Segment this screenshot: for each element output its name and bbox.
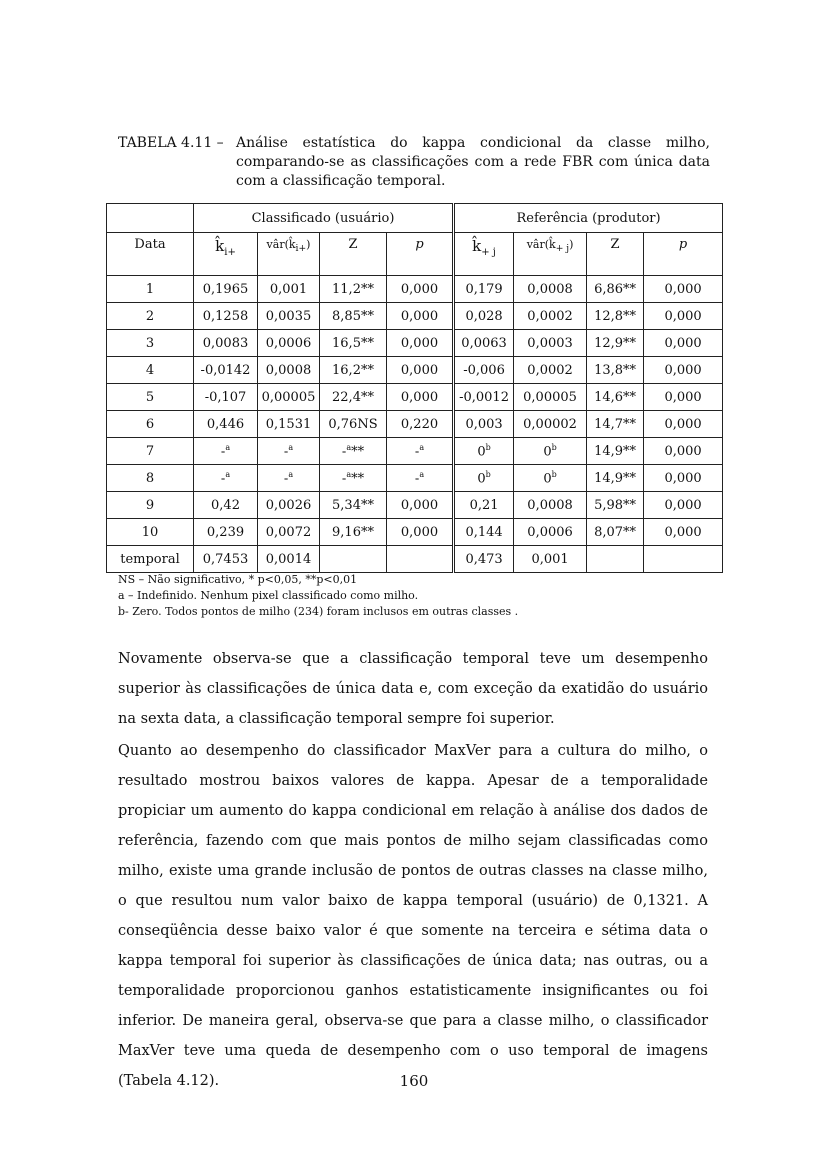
table-cell: 0,000 <box>644 519 723 546</box>
table-row <box>107 411 723 438</box>
table-cell: 14,9** <box>587 438 644 465</box>
table-cell: 0,1965 <box>194 276 258 303</box>
header-var-user: $vâr(k̂_{i+})$ <box>258 233 320 276</box>
table-cell: 0,0026 <box>258 492 320 519</box>
table-cell: 12,9** <box>587 330 644 357</box>
table-cell: 0,0035 <box>258 303 320 330</box>
table-cell: 0,239 <box>194 519 258 546</box>
table-cell: 0,0003 <box>514 330 587 357</box>
table-cell: -0,0012 <box>454 384 514 411</box>
table-cell: 0,220 <box>387 411 454 438</box>
table-row <box>107 384 723 411</box>
table-cell: 12,8** <box>587 303 644 330</box>
table-cell <box>644 546 723 573</box>
header-group-user: Classificado (usuário) <box>194 204 454 233</box>
table-cell: -$^a$ <box>194 465 258 492</box>
table-cell: 0,003 <box>454 411 514 438</box>
table-cell: 0,000 <box>387 357 454 384</box>
table-cell: 0,00005 <box>514 384 587 411</box>
table-cell <box>387 546 454 573</box>
table-cell: 1 <box>107 276 194 303</box>
table-row <box>107 546 723 573</box>
table-cell: 11,2** <box>320 276 387 303</box>
table-cell: 0,0072 <box>258 519 320 546</box>
table-cell: 0,001 <box>514 546 587 573</box>
paragraph-1: Novamente observa-se que a classificação temporal teve um desempenho superior às classificações de única data e, com exceção da exatidão do usuário na sexta data, a classificação temporal sempre foi superior. <box>118 651 708 727</box>
table-row <box>107 519 723 546</box>
table-cell: 0,000 <box>644 303 723 330</box>
table-row <box>107 303 723 330</box>
table-cell: 0,76NS <box>320 411 387 438</box>
table-cell: -$^a$ <box>194 438 258 465</box>
table-cell: 0,179 <box>454 276 514 303</box>
table-cell: 0,028 <box>454 303 514 330</box>
table-cell: 0,0008 <box>258 357 320 384</box>
table-cell: 0$^b$ <box>514 465 587 492</box>
table-cell: 22,4** <box>320 384 387 411</box>
table-cell: 0,0083 <box>194 330 258 357</box>
table-cell: 9,16** <box>320 519 387 546</box>
header-data: Data <box>107 233 194 276</box>
table-cell: 16,2** <box>320 357 387 384</box>
header-z-ref: Z <box>587 233 644 276</box>
table-row <box>107 330 723 357</box>
table-cell: 0$^b$ <box>454 465 514 492</box>
table-cell: 14,7** <box>587 411 644 438</box>
table-cell: 0,144 <box>454 519 514 546</box>
table-cell: 0,000 <box>644 330 723 357</box>
table-cell: 0,1531 <box>258 411 320 438</box>
table-cell: 0,000 <box>644 384 723 411</box>
table-body <box>107 276 723 573</box>
table-cell: 16,5** <box>320 330 387 357</box>
table-cell: 5 <box>107 384 194 411</box>
table-cell: 0,000 <box>387 276 454 303</box>
table-cell: 0,000 <box>387 303 454 330</box>
table-cell: 2 <box>107 303 194 330</box>
table-cell: -0,006 <box>454 357 514 384</box>
table-cell: 0,0002 <box>514 357 587 384</box>
table-cell: 0,42 <box>194 492 258 519</box>
table-cell: 6,86** <box>587 276 644 303</box>
table-cell: 5,34** <box>320 492 387 519</box>
table-cell: 0,000 <box>387 330 454 357</box>
table-cell: 0,0014 <box>258 546 320 573</box>
page-number: 160 <box>399 1072 429 1090</box>
table-cell: 0,000 <box>644 411 723 438</box>
header-k-user: $k̂_{i+}$ <box>194 233 258 276</box>
table-cell: -0,0142 <box>194 357 258 384</box>
header-k-ref: $k̂_{+ j}$ <box>454 233 514 276</box>
table-caption <box>118 134 710 191</box>
table-cell: 0,1258 <box>194 303 258 330</box>
table-row <box>107 492 723 519</box>
table-cell: -0,107 <box>194 384 258 411</box>
table-cell: 0,00005 <box>258 384 320 411</box>
table-cell: -$^a$** <box>320 438 387 465</box>
table-cell: 0,00002 <box>514 411 587 438</box>
table-row <box>107 465 723 492</box>
table-cell: 10 <box>107 519 194 546</box>
header-p-ref: p <box>644 233 723 276</box>
table-cell: 4 <box>107 357 194 384</box>
table-cell: 13,8** <box>587 357 644 384</box>
table-cell: 3 <box>107 330 194 357</box>
table-cell: 8,07** <box>587 519 644 546</box>
paragraph-2: Quanto ao desempenho do classificador MaxVer para a cultura do milho, o resultado mostrou baixos valores de kappa. Apesar de a temporalidade propiciar um aumento do kappa condicional em relação à análise dos dados de referência, fazendo com que mais pontos de milho sejam classificadas como milho, existe uma grande inclusão de pontos de outras classes na classe milho, o que resultou num valor baixo de kappa temporal (usuário) de 0,1321. A conseqüência desse baixo valor é que somente na terceira e sétima data o kappa temporal foi superior às classificações de única data; nas outras, ou a temporalidade proporcionou ganhos estatisticamente insignificantes ou foi inferior. De maneira geral, observa-se que para a classe milho, o classificador MaxVer teve uma queda de desempenho com o uso temporal de imagens (Tabela 4.12). <box>118 743 708 1089</box>
table-cell: 0,0008 <box>514 276 587 303</box>
table-cell: -$^a$ <box>387 465 454 492</box>
table-cell: 0,000 <box>387 384 454 411</box>
table-cell: 14,6** <box>587 384 644 411</box>
table-cell: -$^a$ <box>387 438 454 465</box>
kappa-table <box>106 203 723 573</box>
table-cell: 14,9** <box>587 465 644 492</box>
table-cell: 0,001 <box>258 276 320 303</box>
table-caption-label: TABELA 4.11 – <box>118 135 224 151</box>
table-cell: 0,446 <box>194 411 258 438</box>
header-z-user: Z <box>320 233 387 276</box>
table-header-group-row <box>107 204 723 233</box>
table-cell: 0,000 <box>644 357 723 384</box>
table-header-col-row <box>107 233 723 276</box>
table-cell: -$^a$** <box>320 465 387 492</box>
table-cell: 0,000 <box>387 492 454 519</box>
table-cell: -$^a$ <box>258 438 320 465</box>
table-cell: 0,0006 <box>258 330 320 357</box>
table-cell: 7 <box>107 438 194 465</box>
table-cell: 0,0006 <box>514 519 587 546</box>
table-cell: 0,7453 <box>194 546 258 573</box>
table-cell: 6 <box>107 411 194 438</box>
table-cell: 0,0063 <box>454 330 514 357</box>
table-cell: 0$^b$ <box>514 438 587 465</box>
table-cell <box>320 546 387 573</box>
table-cell: 0,000 <box>644 276 723 303</box>
table-cell: 5,98** <box>587 492 644 519</box>
table-row <box>107 438 723 465</box>
note-a: a – Indefinido. Nenhum pixel classificado como milho. <box>118 589 419 602</box>
header-p-user: p <box>387 233 454 276</box>
table-cell: 0$^b$ <box>454 438 514 465</box>
table-cell: 0,000 <box>387 519 454 546</box>
table-cell: 0,473 <box>454 546 514 573</box>
table-cell: 0,0002 <box>514 303 587 330</box>
header-empty-cell <box>107 204 194 233</box>
table-caption-text: Análise estatística do kappa condicional da classe milho, comparando-se as classificações com a rede FBR com única data com a classificação temporal. <box>236 135 710 189</box>
table-cell: 8 <box>107 465 194 492</box>
note-significance: NS – Não significativo, * p<0,05, **p<0,01 <box>118 573 358 586</box>
header-group-ref: Referência (produtor) <box>454 204 723 233</box>
table-cell: 0,000 <box>644 465 723 492</box>
table-cell <box>587 546 644 573</box>
table-cell: 0,0008 <box>514 492 587 519</box>
table-cell: 0,000 <box>644 438 723 465</box>
table-cell: 0,000 <box>644 492 723 519</box>
table-cell: 0,21 <box>454 492 514 519</box>
table-notes <box>118 572 718 620</box>
table-cell: 9 <box>107 492 194 519</box>
note-b: b- Zero. Todos pontos de milho (234) foram inclusos em outras classes . <box>118 605 519 618</box>
table-row <box>107 357 723 384</box>
table-cell: -$^a$ <box>258 465 320 492</box>
table-cell: 8,85** <box>320 303 387 330</box>
header-var-ref: $vâr(k̂_{+ j})$ <box>514 233 587 276</box>
table-row <box>107 276 723 303</box>
table-cell: temporal <box>107 546 194 573</box>
